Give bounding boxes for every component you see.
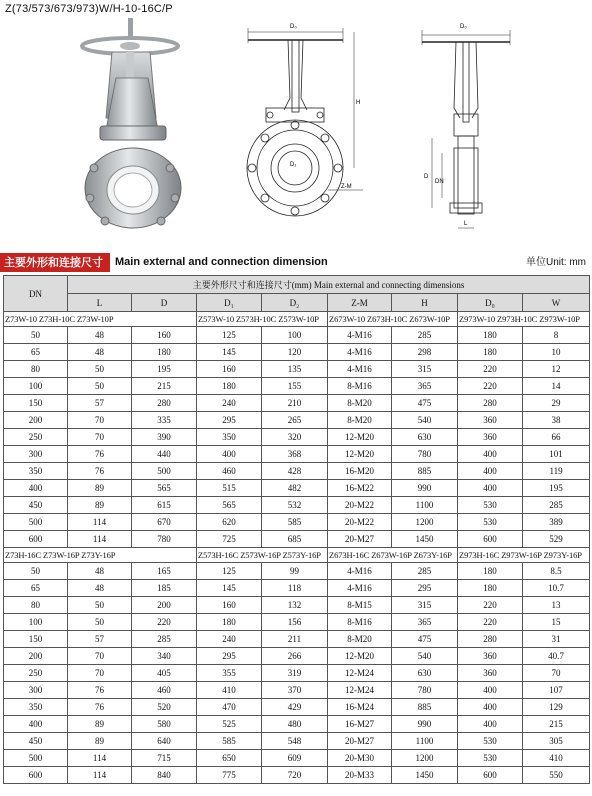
column-header: Z-M — [328, 294, 392, 312]
table-cell: 350 — [4, 699, 68, 716]
table-cell: 107 — [523, 682, 590, 699]
table-cell: 100 — [4, 614, 68, 631]
table-cell: 8 — [523, 327, 590, 344]
column-header: H — [392, 294, 458, 312]
table-cell: 185 — [132, 580, 197, 597]
table-cell: 50 — [68, 361, 132, 378]
table-cell: 80 — [4, 361, 68, 378]
table-cell: 450 — [4, 497, 68, 514]
table-cell: 156 — [262, 614, 328, 631]
table-cell: 548 — [262, 733, 328, 750]
table-cell: 240 — [197, 395, 262, 412]
table-cell: 48 — [68, 327, 132, 344]
table-cell: 720 — [262, 767, 328, 784]
table-cell: 57 — [68, 395, 132, 412]
model-row — [4, 312, 590, 327]
table-cell: 600 — [458, 531, 523, 548]
column-header: D₀ — [458, 294, 523, 312]
table-cell: 715 — [132, 750, 197, 767]
section-title-en: Main external and connection dimension — [115, 256, 328, 268]
table-row — [4, 580, 590, 597]
table-cell: 365 — [392, 378, 458, 395]
unit-label: 单位Unit: mm — [526, 257, 586, 268]
table-cell: 615 — [132, 497, 197, 514]
table-cell: 211 — [262, 631, 328, 648]
table-cell: 150 — [4, 631, 68, 648]
table-cell: 250 — [4, 665, 68, 682]
table-cell: 180 — [458, 580, 523, 597]
table-row — [4, 463, 590, 480]
table-cell: 12-M24 — [328, 682, 392, 699]
table-cell: 38 — [523, 412, 590, 429]
table-cell: 1450 — [392, 767, 458, 784]
table-cell: 65 — [4, 344, 68, 361]
table-cell: 20-M30 — [328, 750, 392, 767]
table-cell: 885 — [392, 699, 458, 716]
table-cell: 76 — [68, 463, 132, 480]
table-cell: 840 — [132, 767, 197, 784]
table-cell: 440 — [132, 446, 197, 463]
table-cell: 360 — [458, 412, 523, 429]
table-cell: 10 — [523, 344, 590, 361]
table-cell: 89 — [68, 716, 132, 733]
table-cell: 300 — [4, 446, 68, 463]
table-cell: 125 — [197, 327, 262, 344]
front-view-drawing — [228, 18, 378, 228]
table-cell: 295 — [197, 412, 262, 429]
table-cell: 12-M20 — [328, 429, 392, 446]
table-cell: 280 — [132, 395, 197, 412]
table-cell: 400 — [197, 446, 262, 463]
table-cell: 215 — [523, 716, 590, 733]
table-row — [4, 767, 590, 784]
table-row — [4, 648, 590, 665]
table-row — [4, 361, 590, 378]
model-cell: Z973H-16C Z973W-16P Z973Y-16P — [458, 548, 590, 563]
table-cell: 630 — [392, 429, 458, 446]
table-cell: 76 — [68, 682, 132, 699]
group-header: 主要外形尺寸和连接尺寸(mm) Main external and connecting dimensions — [68, 276, 590, 294]
table-cell: 31 — [523, 631, 590, 648]
table-cell: 368 — [262, 446, 328, 463]
table-cell: 1100 — [392, 497, 458, 514]
table-cell: 400 — [458, 682, 523, 699]
table-cell: 195 — [132, 361, 197, 378]
model-cell: Z73H-16C Z73W-16P Z73Y-16P — [4, 548, 197, 563]
table-cell: 4-M16 — [328, 563, 392, 580]
table-cell: 200 — [4, 412, 68, 429]
table-cell: 780 — [392, 682, 458, 699]
table-cell: 350 — [197, 429, 262, 446]
model-cell: Z573H-16C Z573W-16P Z573Y-16P — [197, 548, 328, 563]
table-cell: 525 — [197, 716, 262, 733]
table-cell: 50 — [68, 597, 132, 614]
table-cell: 295 — [392, 580, 458, 597]
table-cell: 20-M27 — [328, 733, 392, 750]
table-cell: 180 — [197, 378, 262, 395]
table-cell: 780 — [392, 446, 458, 463]
table-cell: 400 — [458, 716, 523, 733]
table-cell: 118 — [262, 580, 328, 597]
table-cell: 630 — [392, 665, 458, 682]
table-cell: 57 — [68, 631, 132, 648]
table-cell: 620 — [197, 514, 262, 531]
table-cell: 460 — [132, 682, 197, 699]
table-cell: 160 — [197, 597, 262, 614]
table-cell: 585 — [197, 733, 262, 750]
table-cell: 315 — [392, 597, 458, 614]
table-cell: 266 — [262, 648, 328, 665]
table-cell: 145 — [197, 344, 262, 361]
table-cell: 400 — [4, 480, 68, 497]
table-cell: 200 — [132, 597, 197, 614]
table-cell: 180 — [458, 327, 523, 344]
table-cell: 180 — [458, 563, 523, 580]
table-cell: 135 — [262, 361, 328, 378]
table-cell: 16-M24 — [328, 699, 392, 716]
column-header: W — [523, 294, 590, 312]
table-cell: 20-M22 — [328, 514, 392, 531]
table-cell: 4-M16 — [328, 361, 392, 378]
table-row — [4, 446, 590, 463]
table-cell: 530 — [458, 733, 523, 750]
table-cell: 215 — [132, 378, 197, 395]
table-cell: 250 — [4, 429, 68, 446]
table-cell: 40.7 — [523, 648, 590, 665]
table-cell: 295 — [197, 648, 262, 665]
table-cell: 350 — [4, 463, 68, 480]
table-cell: 585 — [262, 514, 328, 531]
table-cell: 775 — [197, 767, 262, 784]
model-cell: Z573W-10 Z573H-10C Z573W-10P — [197, 312, 328, 327]
table-cell: 50 — [68, 614, 132, 631]
section-header — [0, 253, 592, 272]
column-header: D₁ — [197, 294, 262, 312]
table-cell: 89 — [68, 733, 132, 750]
table-cell: 220 — [458, 361, 523, 378]
label-d0-side: D₀ — [460, 24, 467, 30]
table-cell: 20-M33 — [328, 767, 392, 784]
label-zm: Z-M — [341, 184, 352, 190]
label-dn: DN — [435, 179, 444, 185]
table-cell: 1200 — [392, 750, 458, 767]
table-cell: 400 — [458, 480, 523, 497]
table-row — [4, 716, 590, 733]
table-cell: 885 — [392, 463, 458, 480]
table-cell: 114 — [68, 767, 132, 784]
table-cell: 12-M20 — [328, 648, 392, 665]
table-row — [4, 614, 590, 631]
table-cell: 16-M22 — [328, 480, 392, 497]
table-cell: 1100 — [392, 733, 458, 750]
table-cell: 355 — [197, 665, 262, 682]
table-cell: 8-M16 — [328, 378, 392, 395]
table-cell: 70 — [68, 648, 132, 665]
table-cell: 405 — [132, 665, 197, 682]
table-cell: 670 — [132, 514, 197, 531]
table-cell: 220 — [458, 614, 523, 631]
table-row — [4, 480, 590, 497]
table-cell: 285 — [392, 327, 458, 344]
table-cell: 50 — [68, 378, 132, 395]
table-row — [4, 750, 590, 767]
table-cell: 125 — [197, 563, 262, 580]
table-cell: 360 — [458, 665, 523, 682]
table-cell: 100 — [262, 327, 328, 344]
table-cell: 10.7 — [523, 580, 590, 597]
table-row — [4, 563, 590, 580]
table-cell: 12-M24 — [328, 665, 392, 682]
table-cell: 8-M16 — [328, 614, 392, 631]
table-cell: 285 — [523, 497, 590, 514]
table-cell: 114 — [68, 514, 132, 531]
label-d: D — [424, 174, 429, 180]
model-cell: Z673H-16C Z673W-16P Z673Y-16P — [328, 548, 458, 563]
table-cell: 119 — [523, 463, 590, 480]
table-cell: 80 — [4, 597, 68, 614]
table-cell: 70 — [523, 665, 590, 682]
dn-header: DN — [4, 276, 68, 312]
table-cell: 780 — [132, 531, 197, 548]
table-cell: 1450 — [392, 531, 458, 548]
table-cell: 280 — [458, 631, 523, 648]
table-cell: 400 — [458, 699, 523, 716]
table-cell: 410 — [197, 682, 262, 699]
table-cell: 8.5 — [523, 563, 590, 580]
table-cell: 460 — [197, 463, 262, 480]
table-row — [4, 631, 590, 648]
valve-photo — [70, 18, 200, 233]
table-cell: 500 — [132, 463, 197, 480]
table-cell: 300 — [4, 682, 68, 699]
label-l: L — [464, 221, 468, 227]
table-cell: 210 — [262, 395, 328, 412]
table-cell: 70 — [68, 665, 132, 682]
table-cell: 50 — [4, 563, 68, 580]
table-cell: 15 — [523, 614, 590, 631]
table-cell: 529 — [523, 531, 590, 548]
table-cell: 8-M15 — [328, 597, 392, 614]
table-cell: 530 — [458, 750, 523, 767]
table-cell: 600 — [4, 531, 68, 548]
header-row-columns — [4, 294, 590, 312]
table-cell: 165 — [132, 563, 197, 580]
table-row — [4, 412, 590, 429]
table-cell: 4-M16 — [328, 327, 392, 344]
table-cell: 48 — [68, 580, 132, 597]
table-cell: 540 — [392, 412, 458, 429]
table-cell: 240 — [197, 631, 262, 648]
table-cell: 50 — [4, 327, 68, 344]
table-row — [4, 327, 590, 344]
table-cell: 400 — [458, 463, 523, 480]
table-cell: 16-M27 — [328, 716, 392, 733]
table-cell: 145 — [197, 580, 262, 597]
table-cell: 66 — [523, 429, 590, 446]
table-row — [4, 682, 590, 699]
table-cell: 400 — [458, 446, 523, 463]
table-cell: 365 — [392, 614, 458, 631]
table-cell: 389 — [523, 514, 590, 531]
table-row — [4, 514, 590, 531]
model-row — [4, 548, 590, 563]
table-row — [4, 665, 590, 682]
dimension-table — [3, 275, 590, 784]
table-cell: 320 — [262, 429, 328, 446]
table-cell: 220 — [458, 597, 523, 614]
table-cell: 515 — [197, 480, 262, 497]
table-cell: 76 — [68, 699, 132, 716]
table-cell: 129 — [523, 699, 590, 716]
table-cell: 76 — [68, 446, 132, 463]
table-row — [4, 429, 590, 446]
table-row — [4, 597, 590, 614]
table-cell: 29 — [523, 395, 590, 412]
table-cell: 70 — [68, 429, 132, 446]
table-cell: 8-M20 — [328, 631, 392, 648]
table-cell: 4-M16 — [328, 580, 392, 597]
table-cell: 101 — [523, 446, 590, 463]
table-cell: 650 — [197, 750, 262, 767]
table-cell: 99 — [262, 563, 328, 580]
table-cell: 565 — [197, 497, 262, 514]
table-cell: 160 — [197, 361, 262, 378]
table-cell: 640 — [132, 733, 197, 750]
table-cell: 155 — [262, 378, 328, 395]
table-cell: 65 — [4, 580, 68, 597]
table-cell: 220 — [458, 378, 523, 395]
table-cell: 16-M20 — [328, 463, 392, 480]
table-cell: 609 — [262, 750, 328, 767]
table-row — [4, 733, 590, 750]
table-cell: 470 — [197, 699, 262, 716]
table-cell: 1200 — [392, 514, 458, 531]
table-cell: 580 — [132, 716, 197, 733]
table-cell: 335 — [132, 412, 197, 429]
table-cell: 500 — [4, 750, 68, 767]
label-d1: D₁ — [290, 162, 297, 168]
table-cell: 482 — [262, 480, 328, 497]
table-cell: 360 — [458, 648, 523, 665]
table-cell: 180 — [197, 614, 262, 631]
table-cell: 520 — [132, 699, 197, 716]
table-cell: 450 — [4, 733, 68, 750]
table-cell: 89 — [68, 480, 132, 497]
table-cell: 4-M16 — [328, 344, 392, 361]
table-cell: 150 — [4, 395, 68, 412]
table-cell: 340 — [132, 648, 197, 665]
table-cell: 530 — [458, 514, 523, 531]
table-cell: 265 — [262, 412, 328, 429]
table-cell: 14 — [523, 378, 590, 395]
table-cell: 319 — [262, 665, 328, 682]
table-cell: 70 — [68, 412, 132, 429]
table-cell: 685 — [262, 531, 328, 548]
table-row — [4, 497, 590, 514]
table-cell: 550 — [523, 767, 590, 784]
table-cell: 13 — [523, 597, 590, 614]
column-header: L — [68, 294, 132, 312]
label-h: H — [356, 100, 361, 106]
table-cell: 480 — [262, 716, 328, 733]
table-row — [4, 344, 590, 361]
table-cell: 360 — [458, 429, 523, 446]
side-view-drawing — [410, 18, 520, 233]
table-cell: 990 — [392, 716, 458, 733]
table-cell: 475 — [392, 631, 458, 648]
table-cell: 475 — [392, 395, 458, 412]
column-header: D₂ — [262, 294, 328, 312]
table-cell: 220 — [132, 614, 197, 631]
table-cell: 390 — [132, 429, 197, 446]
table-cell: 48 — [68, 563, 132, 580]
table-cell: 100 — [4, 378, 68, 395]
table-cell: 298 — [392, 344, 458, 361]
table-cell: 12 — [523, 361, 590, 378]
table-cell: 565 — [132, 480, 197, 497]
table-cell: 725 — [197, 531, 262, 548]
table-cell: 20-M27 — [328, 531, 392, 548]
label-d0: D₀ — [290, 24, 297, 30]
table-cell: 990 — [392, 480, 458, 497]
table-cell: 20-M22 — [328, 497, 392, 514]
table-cell: 429 — [262, 699, 328, 716]
table-cell: 132 — [262, 597, 328, 614]
table-row — [4, 531, 590, 548]
table-cell: 600 — [4, 767, 68, 784]
table-cell: 180 — [132, 344, 197, 361]
table-cell: 285 — [392, 563, 458, 580]
table-cell: 370 — [262, 682, 328, 699]
table-cell: 114 — [68, 750, 132, 767]
table-cell: 48 — [68, 344, 132, 361]
table-cell: 428 — [262, 463, 328, 480]
table-cell: 160 — [132, 327, 197, 344]
header-row-group — [4, 276, 590, 294]
table-row — [4, 395, 590, 412]
table-cell: 540 — [392, 648, 458, 665]
table-cell: 12-M20 — [328, 446, 392, 463]
table-row — [4, 378, 590, 395]
model-cell: Z973W-10 Z973H-10C Z973W-10P — [458, 312, 590, 327]
table-cell: 500 — [4, 514, 68, 531]
table-cell: 532 — [262, 497, 328, 514]
table-cell: 305 — [523, 733, 590, 750]
table-cell: 180 — [458, 344, 523, 361]
table-cell: 89 — [68, 497, 132, 514]
table-cell: 285 — [132, 631, 197, 648]
table-cell: 410 — [523, 750, 590, 767]
table-cell: 114 — [68, 531, 132, 548]
section-title-cn: 主要外形和连接尺寸 — [0, 253, 110, 272]
table-cell: 8-M20 — [328, 395, 392, 412]
table-cell: 200 — [4, 648, 68, 665]
table-row — [4, 699, 590, 716]
model-title: Z(73/573/673/973)W/H-10-16C/P — [5, 3, 173, 15]
table-cell: 400 — [4, 716, 68, 733]
table-cell: 315 — [392, 361, 458, 378]
table-cell: 195 — [523, 480, 590, 497]
table-cell: 600 — [458, 767, 523, 784]
table-cell: 8-M20 — [328, 412, 392, 429]
column-header: D — [132, 294, 197, 312]
model-cell: Z673W-10 Z673H-10C Z673W-10P — [328, 312, 458, 327]
table-cell: 530 — [458, 497, 523, 514]
model-cell: Z73W-10 Z73H-10C Z73W-10P — [4, 312, 197, 327]
table-cell: 120 — [262, 344, 328, 361]
table-cell: 280 — [458, 395, 523, 412]
